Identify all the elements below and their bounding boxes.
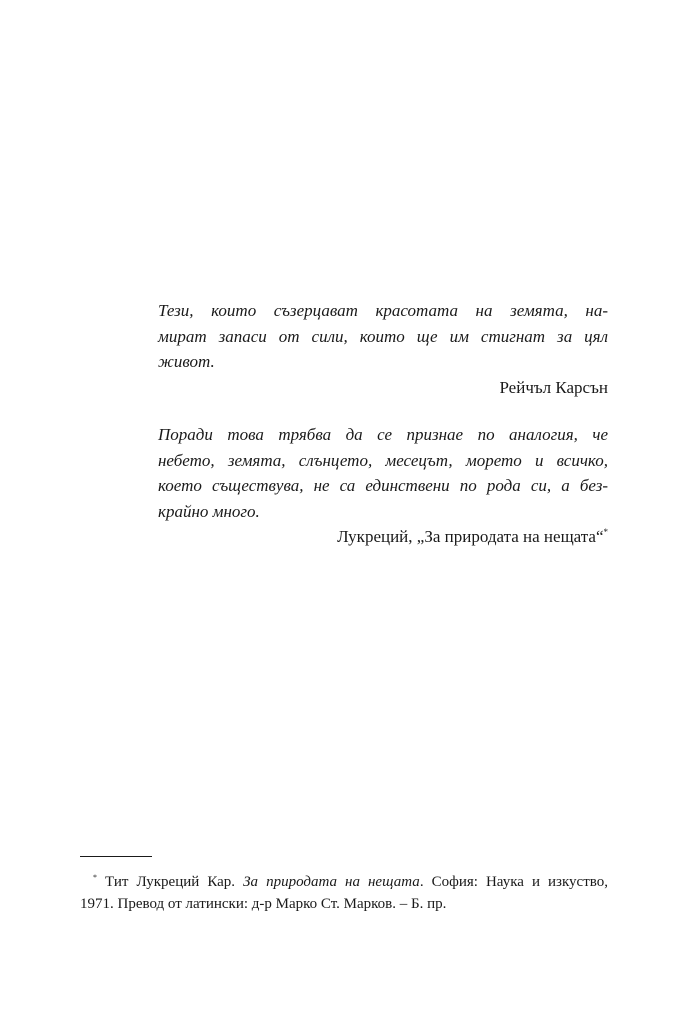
quote-line: крайно много. [158,501,260,521]
footnote-marker[interactable]: * [603,527,608,537]
quote-line: Поради това трябва да се признае по аналогия, че [158,425,608,444]
footnote-title: За природата на нещата [243,874,420,890]
footnote-divider [80,856,152,857]
author-name: Лукреций, „За природата на нещата“ [337,527,604,546]
footnote-line [80,871,608,893]
footnote-publisher: . София: Наука и изкуство, [419,874,608,890]
epigraph-quote [158,298,608,375]
author-name: Рейчъл Карсън [499,377,608,397]
footnote [80,871,608,915]
epigraph-author [158,375,608,401]
epigraphs [158,298,608,572]
quote-line: което съществува, не са единствени по рода си, а без- [158,476,608,495]
epigraph-carson [158,298,608,400]
epigraph-quote [158,422,608,524]
epigraph-lucretius [158,422,608,550]
quote-line: мират запаси от сили, които ще им стигнат за цял [158,326,608,346]
footnote-marker: * [93,873,97,882]
quote-line: живот. [158,352,215,371]
footnote-author: Тит Лукреций Кар. [105,874,236,890]
epigraph-author [158,524,608,550]
quote-line: небето, земята, слънцето, месецът, морето и всичко, [158,450,608,470]
quote-line: Тези, които съзерцават красотата на земята, на- [158,301,608,320]
footnote-line: 1971. Превод от латински: д-р Марко Ст. Марков. – Б. пр. [80,896,447,912]
